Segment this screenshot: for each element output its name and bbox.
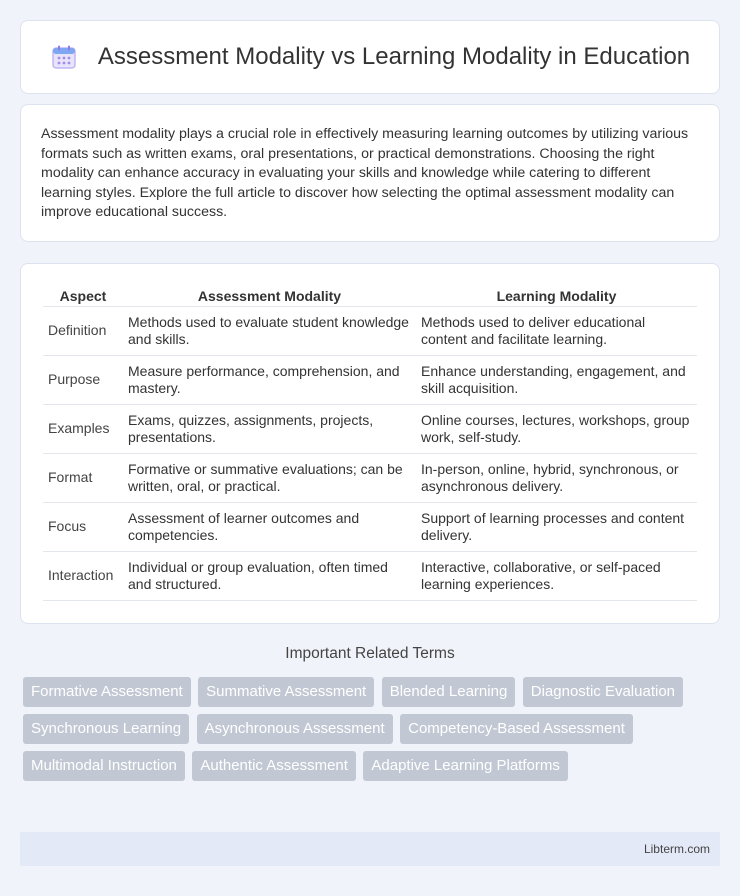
related-term-tag[interactable]: Adaptive Learning Platforms xyxy=(363,751,567,781)
related-term-tag[interactable]: Blended Learning xyxy=(382,677,516,707)
related-term-tag[interactable]: Authentic Assessment xyxy=(192,751,356,781)
related-terms-title: Important Related Terms xyxy=(285,645,455,662)
table-row xyxy=(43,405,697,454)
header-card xyxy=(20,20,720,94)
related-term-tag[interactable]: Diagnostic Evaluation xyxy=(523,677,683,707)
comparison-table xyxy=(43,282,697,601)
row-assessment: Exams, quizzes, assignments, projects, presentations. xyxy=(123,405,416,454)
related-term-tag[interactable]: Summative Assessment xyxy=(198,677,374,707)
table-row xyxy=(43,307,697,356)
row-aspect: Examples xyxy=(43,405,123,454)
row-learning: In-person, online, hybrid, synchronous, or asynchronous delivery. xyxy=(416,454,697,503)
table-header-row xyxy=(43,282,697,307)
row-aspect: Purpose xyxy=(43,356,123,405)
calendar-icon xyxy=(50,43,78,71)
row-aspect: Format xyxy=(43,454,123,503)
row-assessment: Individual or group evaluation, often timed and structured. xyxy=(123,552,416,601)
row-learning: Interactive, collaborative, or self-paced learning experiences. xyxy=(416,552,697,601)
header-learning-modality: Learning Modality xyxy=(416,282,697,307)
related-term-tag[interactable]: Competency-Based Assessment xyxy=(400,714,633,744)
table-row xyxy=(43,552,697,601)
row-aspect: Interaction xyxy=(43,552,123,601)
intro-card xyxy=(20,104,720,242)
row-learning: Support of learning processes and content delivery. xyxy=(416,503,697,552)
footer xyxy=(20,832,720,866)
row-assessment: Measure performance, comprehension, and mastery. xyxy=(123,356,416,405)
page-title: Assessment Modality vs Learning Modality in Education xyxy=(97,43,691,70)
footer-site-link[interactable]: Libterm.com xyxy=(643,842,710,856)
header-assessment-modality: Assessment Modality xyxy=(123,282,416,307)
related-term-tag[interactable]: Asynchronous Assessment xyxy=(197,714,393,744)
table-row xyxy=(43,503,697,552)
row-learning: Online courses, lectures, workshops, group work, self-study. xyxy=(416,405,697,454)
table-row xyxy=(43,454,697,503)
table-row xyxy=(43,356,697,405)
related-term-tag[interactable]: Synchronous Learning xyxy=(23,714,189,744)
row-aspect: Focus xyxy=(43,503,123,552)
row-learning: Methods used to deliver educational content and facilitate learning. xyxy=(416,307,697,356)
intro-paragraph: Assessment modality plays a crucial role in effectively measuring learning outcomes by utilizing various formats such as written exams, oral presentations, or practical demonstrations. Choosing the right modality can enhance accuracy in evaluating your skills and knowledge while catering to different learning styles. Explore the full article to discover how selecting the optimal assessment modality can improve educational success. xyxy=(41,126,689,220)
row-learning: Enhance understanding, engagement, and skill acquisition. xyxy=(416,356,697,405)
related-term-tag[interactable]: Multimodal Instruction xyxy=(23,751,185,781)
row-assessment: Assessment of learner outcomes and competencies. xyxy=(123,503,416,552)
related-terms-list xyxy=(23,677,723,788)
header-aspect: Aspect xyxy=(43,282,123,307)
row-assessment: Formative or summative evaluations; can be written, oral, or practical. xyxy=(123,454,416,503)
row-assessment: Methods used to evaluate student knowledge and skills. xyxy=(123,307,416,356)
related-term-tag[interactable]: Formative Assessment xyxy=(23,677,191,707)
comparison-table-card xyxy=(20,263,720,624)
row-aspect: Definition xyxy=(43,307,123,356)
